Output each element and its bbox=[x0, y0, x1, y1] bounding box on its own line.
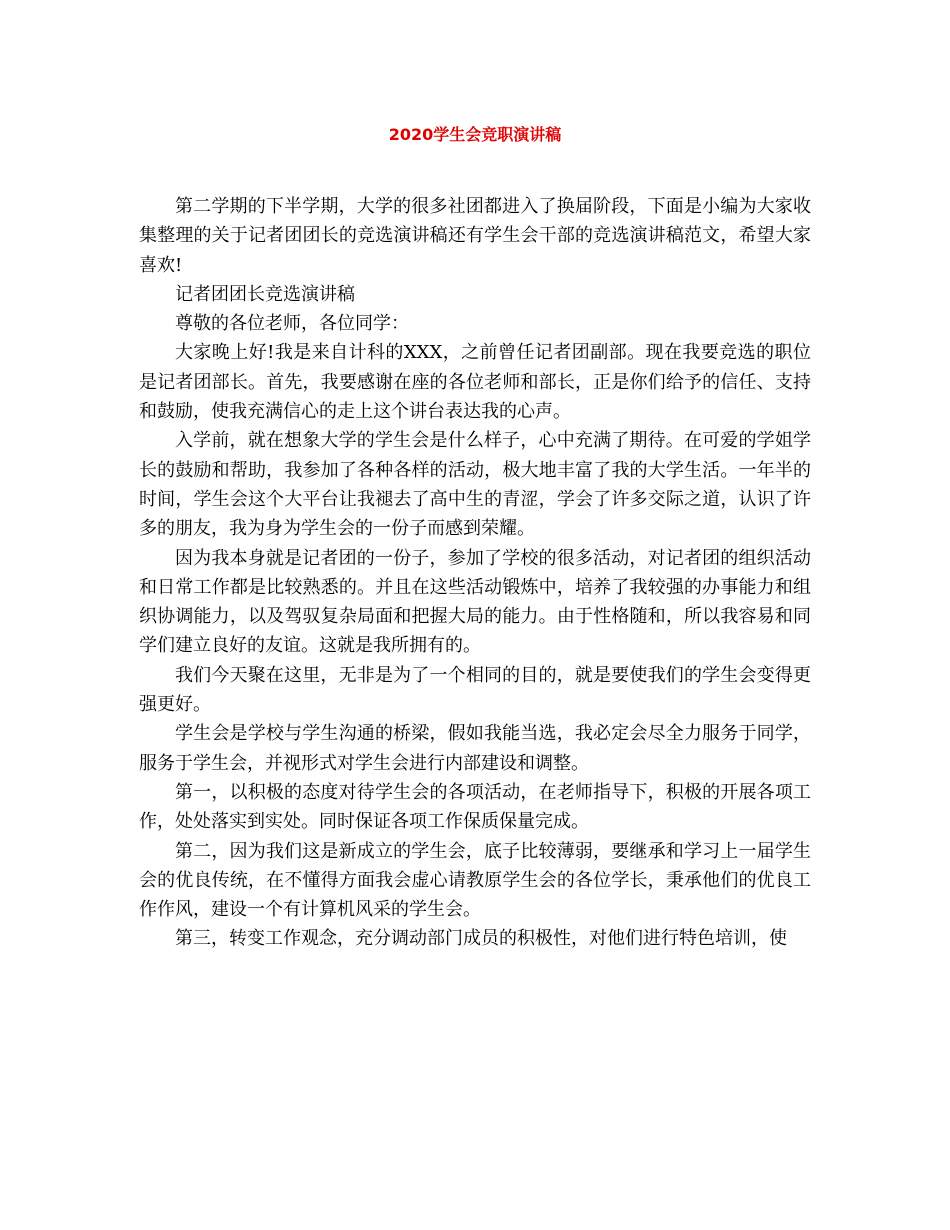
paragraph-subtitle: 记者团团长竞选演讲稿 bbox=[175, 283, 355, 305]
document-body bbox=[139, 192, 811, 954]
document-title: 2020学生会竞职演讲稿 bbox=[388, 125, 562, 144]
paragraph-abilities: 因为我本身就是记者团的一份子，参加了学校的很多活动，对记者团的组织活动和日常工作都是比较熟悉的。并且在这些活动锻炼中，培养了我较强的办事能力和组织协调能力，以及驾驭复杂局面和把握大局的能力。由于性格随和，所以我容易和同学们建立良好的友谊。这就是我所拥有的。 bbox=[139, 547, 811, 657]
paragraph-salutation: 尊敬的各位老师，各位同学： bbox=[175, 313, 409, 335]
paragraph-experience: 入学前，就在想象大学的学生会是什么样子，心中充满了期待。在可爱的学姐学长的鼓励和帮助，我参加了各种各样的活动，极大地丰富了我的大学生活。一年半的时间，学生会这个大平台让我褪去了高中生的青涩，学会了许多交际之道，认识了许多的朋友，我为身为学生会的一份子而感到荣耀。 bbox=[139, 430, 811, 540]
paragraph-point-three: 第三，转变工作观念，充分调动部门成员的积极性，对他们进行特色培训，使 bbox=[175, 928, 787, 950]
paragraph-intro: 第二学期的下半学期，大学的很多社团都进入了换届阶段，下面是小编为大家收集整理的关于记者团团长的竞选演讲稿还有学生会干部的竞选演讲稿范文，希望大家喜欢! bbox=[139, 196, 811, 276]
paragraph-greeting: 大家晚上好!我是来自计科的XXX，之前曾任记者团副部。现在我要竞选的职位是记者团部长。首先，我要感谢在座的各位老师和部长，正是你们给予的信任、支持和鼓励，使我充满信心的走上这个讲台表达我的心声。 bbox=[139, 342, 811, 423]
paragraph-purpose: 我们今天聚在这里，无非是为了一个相同的目的，就是要使我们的学生会变得更强更好。 bbox=[139, 664, 811, 716]
paragraph-point-one: 第一，以积极的态度对待学生会的各项活动，在老师指导下，积极的开展各项工作，处处落实到实处。同时保证各项工作保质保量完成。 bbox=[139, 781, 811, 833]
paragraph-pledge: 学生会是学校与学生沟通的桥梁，假如我能当选，我必定会尽全力服务于同学，服务于学生会，并视形式对学生会进行内部建设和调整。 bbox=[139, 723, 811, 774]
paragraph-point-two: 第二，因为我们这是新成立的学生会，底子比较薄弱，要继承和学习上一届学生会的优良传统，在不懂得方面我会虚心请教原学生会的各位学长，秉承他们的优良工作作风，建设一个有计算机风采的学生会。 bbox=[139, 840, 811, 921]
